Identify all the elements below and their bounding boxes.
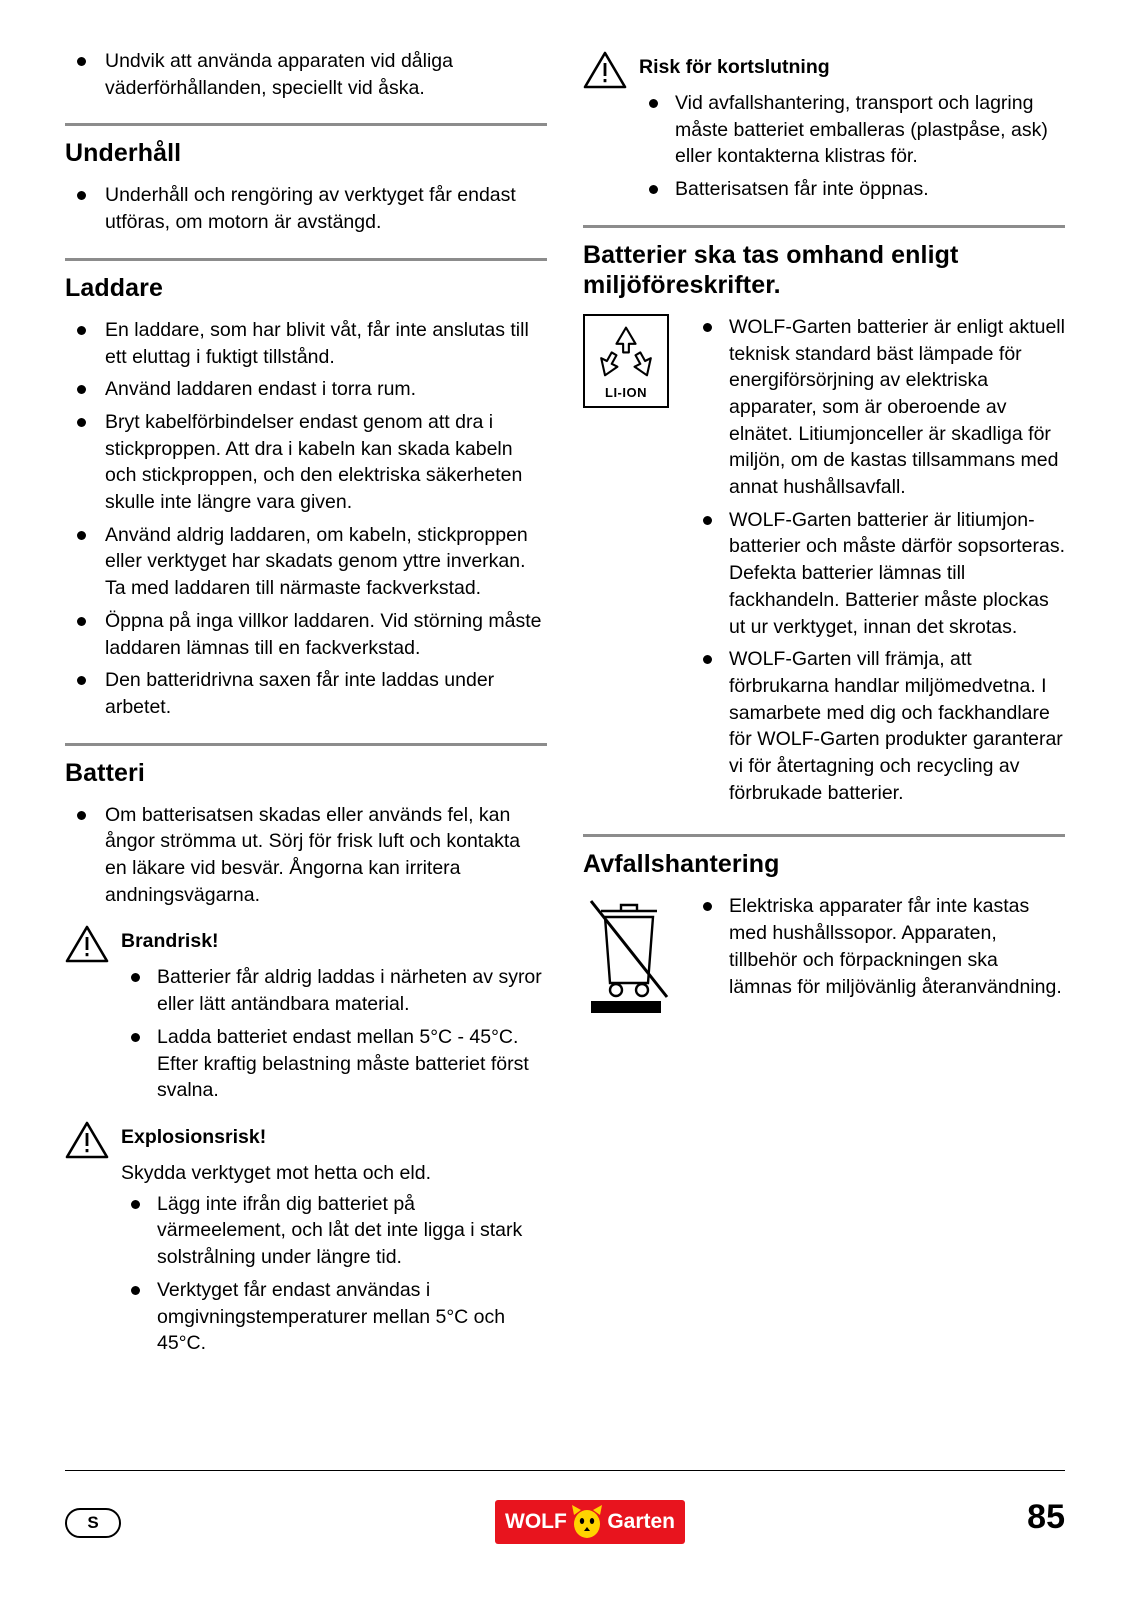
- warning-triangle-icon: [65, 924, 109, 964]
- list-item: WOLF-Garten batterier är enligt aktuell teknisk standard bäst lämpade för energiförsörjning av elektriska apparater, som är oberoende av elnätet. Litiumjonceller är skadliga för miljön, om de kastas tillsammans med annat hushållsavfall.: [693, 314, 1065, 501]
- li-ion-label: LI-ION: [605, 384, 647, 400]
- recycling-text-column: [693, 314, 1065, 813]
- section-heading-underhall: Underhåll: [65, 139, 182, 168]
- warning-title: Risk för kortslutning: [639, 56, 830, 78]
- section-divider: [583, 834, 1065, 837]
- recycling-icon-container: [583, 314, 677, 408]
- list-item: Vid avfallshantering, transport och lagring måste batteriet emballeras (plastpåse, ask) eller kontakterna klistras för.: [639, 90, 1065, 170]
- warning-header: [583, 48, 1065, 90]
- warning-triangle-icon: [65, 1120, 109, 1160]
- kortslutning-bullet-list: [639, 90, 1065, 203]
- list-item: En laddare, som har blivit våt, får inte anslutas till ett eluttag i fuktigt tillstånd.: [65, 317, 547, 370]
- disposal-text-column: [693, 893, 1065, 1006]
- warning-title: Explosionsrisk!: [121, 1125, 267, 1148]
- right-column: [583, 48, 1065, 1363]
- logo-text-wolf: WOLF: [505, 1510, 567, 1533]
- wolf-head-icon: [567, 1503, 607, 1541]
- warning-body: [639, 90, 1065, 203]
- language-badge: S: [65, 1508, 121, 1538]
- warning-triangle-icon: [583, 50, 627, 90]
- laddare-bullet-list: [65, 317, 547, 721]
- section-divider: [65, 123, 547, 126]
- section-divider: [65, 258, 547, 261]
- section-heading-laddare: Laddare: [65, 273, 163, 302]
- list-item: Använd aldrig laddaren, om kabeln, stickproppen eller verktyget har skadats genom yttre inverkan. Ta med laddaren till närmaste fackverkstad.: [65, 522, 547, 602]
- warning-header: [65, 922, 547, 964]
- list-item: Om batterisatsen skadas eller används fel, kan ångor strömma ut. Sörj för frisk luft och kontakta en läkare vid besvär. Ångorna kan irritera andningsvägarna.: [65, 802, 547, 909]
- recycling-bullet-list: [693, 314, 1065, 807]
- warning-title: Brandrisk!: [121, 930, 219, 953]
- warning-body: [121, 964, 547, 1104]
- section-divider: [65, 743, 547, 746]
- explosionsrisk-bullet-list: [121, 1191, 547, 1357]
- disposal-icon-container: [583, 893, 677, 1018]
- list-item: Verktyget får endast användas i omgivningstemperaturer mellan 5°C och 45°C.: [121, 1277, 547, 1357]
- list-item: Ladda batteriet endast mellan 5°C - 45°C. Efter kraftig belastning måste batteriet först svalna.: [121, 1024, 547, 1104]
- logo-text-garten: Garten: [607, 1510, 675, 1533]
- left-column: [65, 48, 547, 1363]
- list-item: Batterisatsen får inte öppnas.: [639, 176, 1065, 203]
- section-heading-batteri: Batteri: [65, 758, 145, 787]
- disposal-icon-row: [583, 893, 1065, 1018]
- warning-block-brandrisk: [65, 922, 547, 1104]
- list-item: Öppna på inga villkor laddaren. Vid störning måste laddaren lämnas till en fackverkstad.: [65, 608, 547, 661]
- list-item: Lägg inte ifrån dig batteriet på värmeelement, och låt det inte ligga i stark solstrålning under längre tid.: [121, 1191, 547, 1271]
- crossed-out-wheelie-bin-icon: [583, 893, 675, 1013]
- page-number: 85: [1027, 1498, 1065, 1536]
- list-item: Bryt kabelförbindelser endast genom att dra i stickproppen. Att dra i kabeln kan skada kabeln och stickproppen, och den elektriska säkerheten skulle inte längre vara given.: [65, 409, 547, 516]
- list-item: Underhåll och rengöring av verktyget får endast utföras, om motorn är avstängd.: [65, 182, 547, 235]
- two-column-body: [65, 48, 1065, 1363]
- list-item: Undvik att använda apparaten vid dåliga väderförhållanden, speciellt vid åska.: [65, 48, 547, 101]
- li-ion-recycle-icon: [583, 314, 669, 408]
- warning-block-explosionsrisk: [65, 1118, 547, 1357]
- list-item: WOLF-Garten vill främja, att förbrukarna handlar miljömedvetna. I samarbete med dig och fackhandlare för WOLF-Garten produkter garanterar vi för återtagning och recycling av förbrukade batterier.: [693, 646, 1065, 806]
- underhall-bullet-list: [65, 182, 547, 235]
- list-item: WOLF-Garten batterier är litiumjon-batterier och måste därför sopsorteras. Defekta batterier lämnas till fackhandeln. Batterier måste plockas ut ur verktyget, innan det skrotas.: [693, 507, 1065, 641]
- section-heading-avfallshantering: Avfallshantering: [583, 850, 780, 879]
- recycling-icon-row: [583, 314, 1065, 813]
- list-item: Använd laddaren endast i torra rum.: [65, 376, 547, 403]
- list-item: Batterier får aldrig laddas i närheten av syror eller lätt antändbara material.: [121, 964, 547, 1017]
- list-item: Elektriska apparater får inte kastas med hushållssopor. Apparaten, tillbehör och förpackningen ska lämnas för miljövänlig återanvändning.: [693, 893, 1065, 1000]
- intro-bullet-list: [65, 48, 547, 101]
- batteri-bullet-list: [65, 802, 547, 909]
- warning-body: [121, 1160, 547, 1357]
- brandrisk-bullet-list: [121, 964, 547, 1104]
- disposal-bullet-list: [693, 893, 1065, 1000]
- warning-header: [65, 1118, 547, 1160]
- list-item: Den batteridrivna saxen får inte laddas under arbetet.: [65, 667, 547, 720]
- footer-divider: [65, 1470, 1065, 1471]
- wolf-garten-logo: [495, 1500, 685, 1544]
- page-footer: [65, 1490, 1065, 1550]
- warning-block-kortslutning: [583, 48, 1065, 203]
- section-divider: [583, 225, 1065, 228]
- section-heading-batterier-miljo: Batterier ska tas omhand enligt miljöföreskrifter.: [583, 240, 959, 299]
- warning-lead-text: Skydda verktyget mot hetta och eld.: [121, 1161, 432, 1184]
